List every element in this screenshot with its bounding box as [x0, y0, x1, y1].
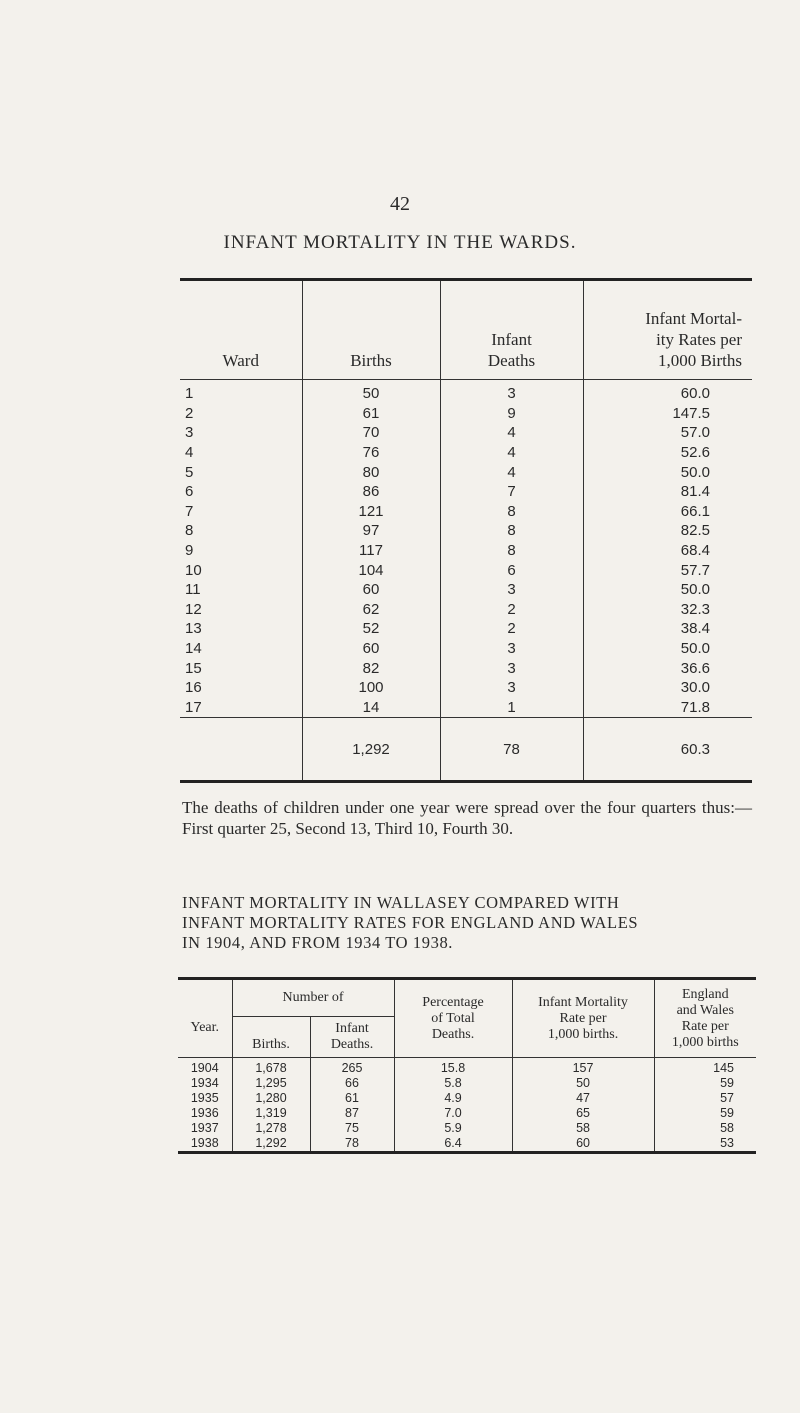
deaths-cell: 4	[440, 443, 583, 463]
births-cell: 1,295	[232, 1076, 310, 1091]
deaths-cell: 3	[440, 639, 583, 659]
table-row	[180, 658, 752, 678]
ward-cell: 1	[180, 380, 302, 404]
comparison-table	[178, 977, 756, 1154]
rate-cell: 50.0	[680, 640, 710, 658]
births-cell: 1,319	[232, 1106, 310, 1121]
england-wales-cell: 53	[720, 1136, 735, 1150]
births-cell: 1,292	[232, 1136, 310, 1153]
births-cell: 104	[302, 560, 440, 580]
births-cell: 100	[302, 678, 440, 698]
rate-cell: 47	[512, 1091, 654, 1106]
births-cell: 1,280	[232, 1091, 310, 1106]
deaths-cell: 3	[440, 580, 583, 600]
births-cell: 52	[302, 619, 440, 639]
ward-cell: 8	[180, 521, 302, 541]
table-row	[178, 1076, 756, 1091]
births-cell: 61	[302, 404, 440, 424]
total-deaths: 78	[440, 718, 583, 782]
table-row	[180, 380, 752, 404]
ward-cell: 6	[180, 482, 302, 502]
rate-cell: 52.6	[680, 444, 710, 462]
rate-cell: 157	[512, 1058, 654, 1077]
table-row	[180, 698, 752, 718]
deaths-cell: 87	[310, 1106, 394, 1121]
deaths-cell: 7	[440, 482, 583, 502]
deaths-cell: 8	[440, 541, 583, 561]
year-cell: 1934	[178, 1076, 232, 1091]
year-cell: 1937	[178, 1121, 232, 1136]
births-cell: 121	[302, 502, 440, 522]
births-cell: 70	[302, 423, 440, 443]
ward-cell: 16	[180, 678, 302, 698]
deaths-cell: 78	[310, 1136, 394, 1153]
ward-cell: 2	[180, 404, 302, 424]
table-row	[180, 600, 752, 620]
table-row	[178, 1121, 756, 1136]
percentage-cell: 5.9	[394, 1121, 512, 1136]
ward-cell: 14	[180, 639, 302, 659]
page-number: 42	[390, 193, 410, 215]
quarters-paragraph: The deaths of children under one year were spread over the four quarters thus:—First quarter 25, Second 13, Third 10, Fourth 30.	[182, 798, 752, 838]
births-cell: 50	[302, 380, 440, 404]
deaths-cell: 3	[440, 380, 583, 404]
table-row	[180, 678, 752, 698]
ward-cell: 12	[180, 600, 302, 620]
percentage-cell: 15.8	[394, 1058, 512, 1077]
rate-cell: 60.0	[680, 385, 710, 403]
rate-cell: 66.1	[680, 502, 710, 520]
deaths-cell: 1	[440, 698, 583, 718]
header-births-cmp: Births.	[232, 1017, 310, 1058]
rate-cell: 68.4	[680, 542, 710, 560]
births-cell: 86	[302, 482, 440, 502]
births-cell: 97	[302, 521, 440, 541]
year-cell: 1938	[178, 1136, 232, 1153]
births-cell: 82	[302, 658, 440, 678]
ward-cell: 11	[180, 580, 302, 600]
ward-cell: 13	[180, 619, 302, 639]
header-births: Births	[302, 280, 440, 380]
year-cell: 1936	[178, 1106, 232, 1121]
comparison-table-title: INFANT MORTALITY IN WALLASEY COMPARED WITH INFANT MORTALITY RATES FOR ENGLAND AND WALES IN 1904, AND FROM 1934 TO 1938.	[182, 893, 639, 952]
rate-cell: 58	[512, 1121, 654, 1136]
rate-cell: 50	[512, 1076, 654, 1091]
england-wales-cell: 58	[720, 1121, 735, 1135]
births-cell: 60	[302, 639, 440, 659]
rate-cell: 71.8	[680, 698, 710, 716]
births-cell: 60	[302, 580, 440, 600]
deaths-cell: 2	[440, 619, 583, 639]
england-wales-cell: 57	[720, 1091, 735, 1105]
header-infant-deaths: Infant Deaths	[440, 280, 583, 380]
ward-total-row	[180, 718, 752, 782]
ward-cell: 4	[180, 443, 302, 463]
deaths-cell: 265	[310, 1058, 394, 1077]
births-cell: 14	[302, 698, 440, 718]
deaths-cell: 75	[310, 1121, 394, 1136]
rate-cell: 81.4	[680, 483, 710, 501]
ward-cell: 9	[180, 541, 302, 561]
header-england-wales: England and Wales Rate per 1,000 births	[671, 986, 739, 1050]
header-infant-deaths-cmp: Infant Deaths.	[310, 1017, 394, 1058]
ward-cell: 5	[180, 462, 302, 482]
births-cell: 76	[302, 443, 440, 463]
ward-cell: 15	[180, 658, 302, 678]
header-number-of: Number of	[232, 979, 394, 1017]
table-row	[180, 541, 752, 561]
table-row	[180, 580, 752, 600]
deaths-cell: 3	[440, 678, 583, 698]
ward-cell: 10	[180, 560, 302, 580]
total-births: 1,292	[302, 718, 440, 782]
deaths-cell: 4	[440, 423, 583, 443]
percentage-cell: 5.8	[394, 1076, 512, 1091]
rate-cell: 50.0	[680, 463, 710, 481]
rate-cell: 36.6	[680, 659, 710, 677]
header-percentage: Percentage of Total Deaths.	[394, 979, 512, 1058]
ward-cell: 17	[180, 698, 302, 718]
births-cell: 117	[302, 541, 440, 561]
deaths-cell: 8	[440, 502, 583, 522]
rate-cell: 65	[512, 1106, 654, 1121]
births-cell: 1,678	[232, 1058, 310, 1077]
deaths-cell: 2	[440, 600, 583, 620]
table-row	[178, 1136, 756, 1153]
table-row	[180, 462, 752, 482]
header-year: Year.	[178, 979, 232, 1058]
deaths-cell: 61	[310, 1091, 394, 1106]
rate-cell: 50.0	[680, 581, 710, 599]
table-row	[180, 521, 752, 541]
ward-cell: 3	[180, 423, 302, 443]
header-ward: Ward	[180, 280, 302, 380]
header-mortality-rate: Infant Mortal- ity Rates per 1,000 Births	[583, 280, 752, 380]
ward-cell: 7	[180, 502, 302, 522]
header-imr: Infant Mortality Rate per 1,000 births.	[512, 979, 654, 1058]
table-row	[180, 619, 752, 639]
table-row	[180, 560, 752, 580]
table-row	[178, 1106, 756, 1121]
rate-cell: 57.7	[680, 561, 710, 579]
rate-cell: 147.5	[672, 404, 710, 422]
table-row	[180, 443, 752, 463]
percentage-cell: 4.9	[394, 1091, 512, 1106]
year-cell: 1935	[178, 1091, 232, 1106]
total-rate: 60.3	[583, 718, 752, 782]
rate-cell: 30.0	[680, 679, 710, 697]
table-row	[180, 404, 752, 424]
table-row	[178, 1058, 756, 1077]
table-row	[180, 502, 752, 522]
ward-table-title: INFANT MORTALITY IN THE WARDS.	[223, 232, 577, 253]
ward-mortality-table	[180, 278, 752, 783]
rate-cell: 82.5	[680, 522, 710, 540]
percentage-cell: 7.0	[394, 1106, 512, 1121]
rate-cell: 32.3	[680, 600, 710, 618]
table-row	[180, 482, 752, 502]
deaths-cell: 6	[440, 560, 583, 580]
deaths-cell: 9	[440, 404, 583, 424]
deaths-cell: 8	[440, 521, 583, 541]
england-wales-cell: 59	[720, 1076, 735, 1090]
births-cell: 62	[302, 600, 440, 620]
england-wales-cell: 145	[713, 1061, 735, 1075]
rate-cell: 38.4	[680, 620, 710, 638]
year-cell: 1904	[178, 1058, 232, 1077]
table-row	[178, 1091, 756, 1106]
deaths-cell: 66	[310, 1076, 394, 1091]
rate-cell: 57.0	[680, 424, 710, 442]
table-row	[180, 423, 752, 443]
table-row	[180, 639, 752, 659]
england-wales-cell: 59	[720, 1106, 735, 1120]
deaths-cell: 3	[440, 658, 583, 678]
percentage-cell: 6.4	[394, 1136, 512, 1153]
deaths-cell: 4	[440, 462, 583, 482]
births-cell: 1,278	[232, 1121, 310, 1136]
births-cell: 80	[302, 462, 440, 482]
rate-cell: 60	[512, 1136, 654, 1153]
